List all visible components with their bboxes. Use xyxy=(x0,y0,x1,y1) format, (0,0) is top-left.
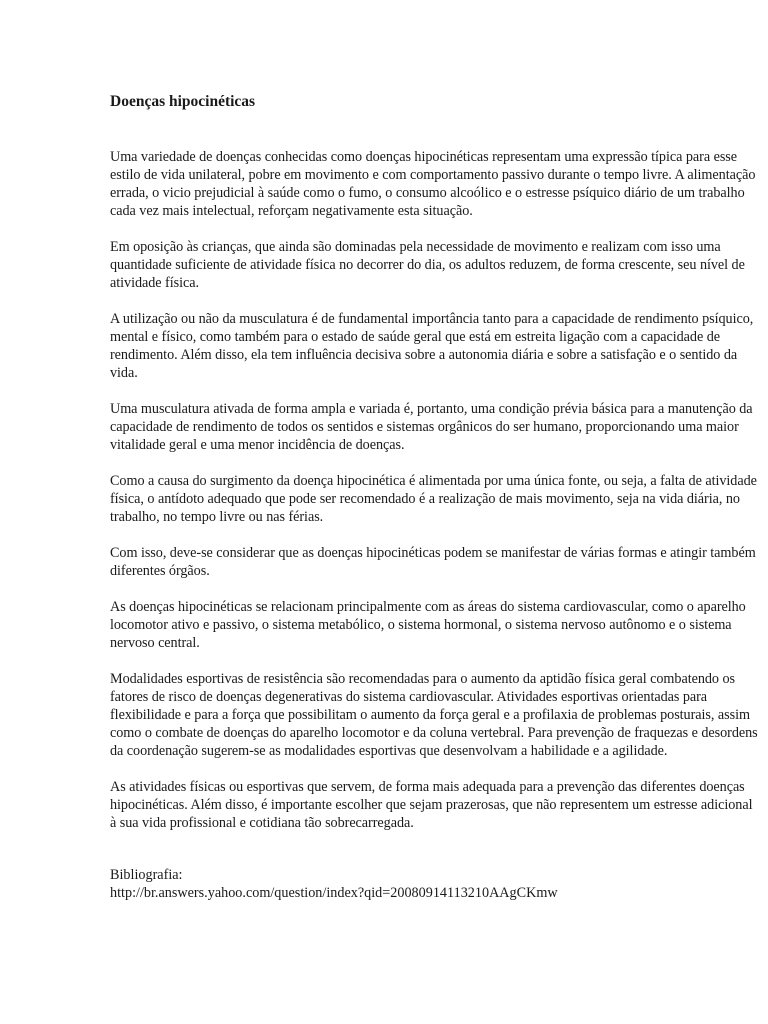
bibliography xyxy=(110,866,760,902)
paragraph-6: Com isso, deve-se considerar que as doenças hipocinéticas podem se manifestar de várias formas e atingir também diferentes órgãos. xyxy=(110,545,756,579)
paragraph-7: As doenças hipocinéticas se relacionam principalmente com as áreas do sistema cardiovascular, como o aparelho locomotor ativo e passivo, o sistema metabólico, o sistema hormonal, o sistema nervoso autônomo e o sistema nervoso central. xyxy=(110,599,746,651)
paragraph-8: Modalidades esportivas de resistência são recomendadas para o aumento da aptidão física geral combatendo os fatores de risco de doenças degenerativas do sistema cardiovascular. Atividades esportivas orientadas para flexibilidade e para a força que possibilitam o aumento da força geral e a profilaxia de problemas posturais, assim como o combate de doenças do aparelho locomotor e da coluna vertebral. Para prevenção de fraquezas e desordens da coordenação sugerem-se as modalidades esportivas que desenvolvam a habilidade e a agilidade. xyxy=(110,671,758,759)
paragraph-9: As atividades físicas ou esportivas que servem, de forma mais adequada para a prevenção das diferentes doenças hipocinéticas. Além disso, é importante escolher que sejam prazerosas, que não representem um estresse adicional à sua vida profissional e cotidiana tão sobrecarregada. xyxy=(110,779,753,831)
paragraph-2: Em oposição às crianças, que ainda são dominadas pela necessidade de movimento e realizam com isso uma quantidade suficiente de atividade física no decorrer do dia, os adultos reduzem, de forma crescente, seu nível de atividade física. xyxy=(110,239,745,291)
bibliography-link[interactable]: http://br.answers.yahoo.com/question/index?qid=20080914113210AAgCKmw xyxy=(110,885,558,901)
paragraph-4: Uma musculatura ativada de forma ampla e variada é, portanto, uma condição prévia básica para a manutenção da capacidade de rendimento de todos os sentidos e sistemas orgânicos do ser humano, proporcionando uma maior vitalidade geral e uma menor incidência de doenças. xyxy=(110,401,753,453)
paragraph-3: A utilização ou não da musculatura é de fundamental importância tanto para a capacidade de rendimento psíquico, mental e físico, como também para o estado de saúde geral que está em estreita ligação com a capacidade de rendimento. Além disso, ela tem influência decisiva sobre a autonomia diária e sobre a satisfação e o sentido da vida. xyxy=(110,311,754,381)
document-page xyxy=(110,92,760,902)
paragraph-5: Como a causa do surgimento da doença hipocinética é alimentada por uma única fonte, ou seja, a falta de atividade física, o antídoto adequado que pode ser recomendado é a realização de mais movimento, seja na vida diária, no trabalho, no tempo livre ou nas férias. xyxy=(110,473,757,525)
bibliography-label: Bibliografia: xyxy=(110,867,183,883)
paragraph-1: Uma variedade de doenças conhecidas como doenças hipocinéticas representam uma expressão típica para esse estilo de vida unilateral, pobre em movimento e com comportamento passivo durante o tempo livre. A alimentação errada, o vicio prejudicial à saúde como o fumo, o consumo alcoólico e o estresse psíquico diário de um trabalho cada vez mais intelectual, reforçam negativamente esta situação. xyxy=(110,149,756,219)
document-title: Doenças hipocinéticas xyxy=(110,93,256,110)
